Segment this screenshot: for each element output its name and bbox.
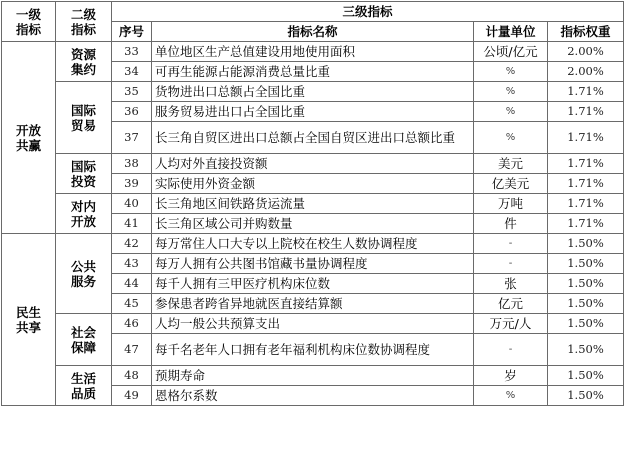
- row-unit: 亿元: [474, 294, 548, 314]
- table-row: [2, 82, 624, 102]
- level2-cell: 生活 品质: [56, 366, 112, 406]
- row-seq: 33: [112, 42, 152, 62]
- level1-cell: 民生 共享: [2, 234, 56, 406]
- row-seq: 49: [112, 386, 152, 406]
- row-unit: 岁: [474, 366, 548, 386]
- row-weight: 1.50%: [548, 334, 624, 366]
- level2-cell: 社会 保障: [56, 314, 112, 366]
- row-weight: 1.50%: [548, 386, 624, 406]
- level2-cell: 对内 开放: [56, 194, 112, 234]
- row-weight: 1.71%: [548, 154, 624, 174]
- row-unit: %: [474, 82, 548, 102]
- header-name: 指标名称: [152, 22, 474, 42]
- header-weight: 指标权重: [548, 22, 624, 42]
- row-seq: 40: [112, 194, 152, 214]
- row-weight: 1.50%: [548, 314, 624, 334]
- row-weight: 1.71%: [548, 122, 624, 154]
- header-level2: 二级 指标: [56, 2, 112, 42]
- row-unit: -: [474, 334, 548, 366]
- row-seq: 47: [112, 334, 152, 366]
- row-name: 长三角地区间铁路货运流量: [152, 194, 474, 214]
- row-seq: 48: [112, 366, 152, 386]
- header-level3: 三级指标: [112, 2, 624, 22]
- row-weight: 1.71%: [548, 102, 624, 122]
- row-seq: 43: [112, 254, 152, 274]
- row-name: 可再生能源占能源消费总量比重: [152, 62, 474, 82]
- row-unit: 件: [474, 214, 548, 234]
- row-seq: 36: [112, 102, 152, 122]
- row-unit: %: [474, 122, 548, 154]
- row-name: 每万常住人口大专以上院校在校生人数协调程度: [152, 234, 474, 254]
- row-weight: 2.00%: [548, 42, 624, 62]
- row-name: 每万人拥有公共图书馆藏书量协调程度: [152, 254, 474, 274]
- level2-cell: 国际 投资: [56, 154, 112, 194]
- row-name: 长三角区域公司并购数量: [152, 214, 474, 234]
- row-seq: 45: [112, 294, 152, 314]
- table-row: [2, 314, 624, 334]
- table-row: [2, 234, 624, 254]
- row-seq: 38: [112, 154, 152, 174]
- row-name: 实际使用外资金额: [152, 174, 474, 194]
- level2-cell: 公共 服务: [56, 234, 112, 314]
- row-weight: 1.50%: [548, 274, 624, 294]
- row-name: 预期寿命: [152, 366, 474, 386]
- row-name: 参保患者跨省异地就医直接结算额: [152, 294, 474, 314]
- header-seq: 序号: [112, 22, 152, 42]
- row-name: 服务贸易进出口占全国比重: [152, 102, 474, 122]
- level2-cell: 国际 贸易: [56, 82, 112, 154]
- header-level1: 一级 指标: [2, 2, 56, 42]
- row-seq: 46: [112, 314, 152, 334]
- row-unit: 公顷/亿元: [474, 42, 548, 62]
- row-weight: 1.71%: [548, 174, 624, 194]
- row-name: 每千名老年人口拥有老年福利机构床位数协调程度: [152, 334, 474, 366]
- row-name: 人均一般公共预算支出: [152, 314, 474, 334]
- row-weight: 1.50%: [548, 254, 624, 274]
- table-row: [2, 194, 624, 214]
- row-unit: 万吨: [474, 194, 548, 214]
- row-name: 货物进出口总额占全国比重: [152, 82, 474, 102]
- header-unit: 计量单位: [474, 22, 548, 42]
- row-seq: 41: [112, 214, 152, 234]
- table-row: [2, 42, 624, 62]
- row-weight: 1.50%: [548, 294, 624, 314]
- indicator-table: [1, 1, 624, 406]
- row-weight: 2.00%: [548, 62, 624, 82]
- row-weight: 1.50%: [548, 366, 624, 386]
- table-row: [2, 366, 624, 386]
- row-seq: 42: [112, 234, 152, 254]
- row-seq: 39: [112, 174, 152, 194]
- row-name: 单位地区生产总值建设用地使用面积: [152, 42, 474, 62]
- row-seq: 37: [112, 122, 152, 154]
- row-unit: %: [474, 386, 548, 406]
- row-unit: 美元: [474, 154, 548, 174]
- row-unit: 张: [474, 274, 548, 294]
- row-name: 每千人拥有三甲医疗机构床位数: [152, 274, 474, 294]
- row-weight: 1.71%: [548, 82, 624, 102]
- row-seq: 34: [112, 62, 152, 82]
- row-name: 长三角自贸区进出口总额占全国自贸区进出口总额比重: [152, 122, 474, 154]
- row-unit: -: [474, 234, 548, 254]
- row-unit: %: [474, 102, 548, 122]
- header-row: [2, 2, 624, 22]
- row-unit: 亿美元: [474, 174, 548, 194]
- row-unit: 万元/人: [474, 314, 548, 334]
- row-weight: 1.71%: [548, 194, 624, 214]
- row-weight: 1.50%: [548, 234, 624, 254]
- table-row: [2, 154, 624, 174]
- row-seq: 35: [112, 82, 152, 102]
- row-seq: 44: [112, 274, 152, 294]
- row-unit: %: [474, 62, 548, 82]
- row-weight: 1.71%: [548, 214, 624, 234]
- level1-cell: 开放 共赢: [2, 42, 56, 234]
- level2-cell: 资源 集约: [56, 42, 112, 82]
- row-name: 恩格尔系数: [152, 386, 474, 406]
- row-name: 人均对外直接投资额: [152, 154, 474, 174]
- row-unit: -: [474, 254, 548, 274]
